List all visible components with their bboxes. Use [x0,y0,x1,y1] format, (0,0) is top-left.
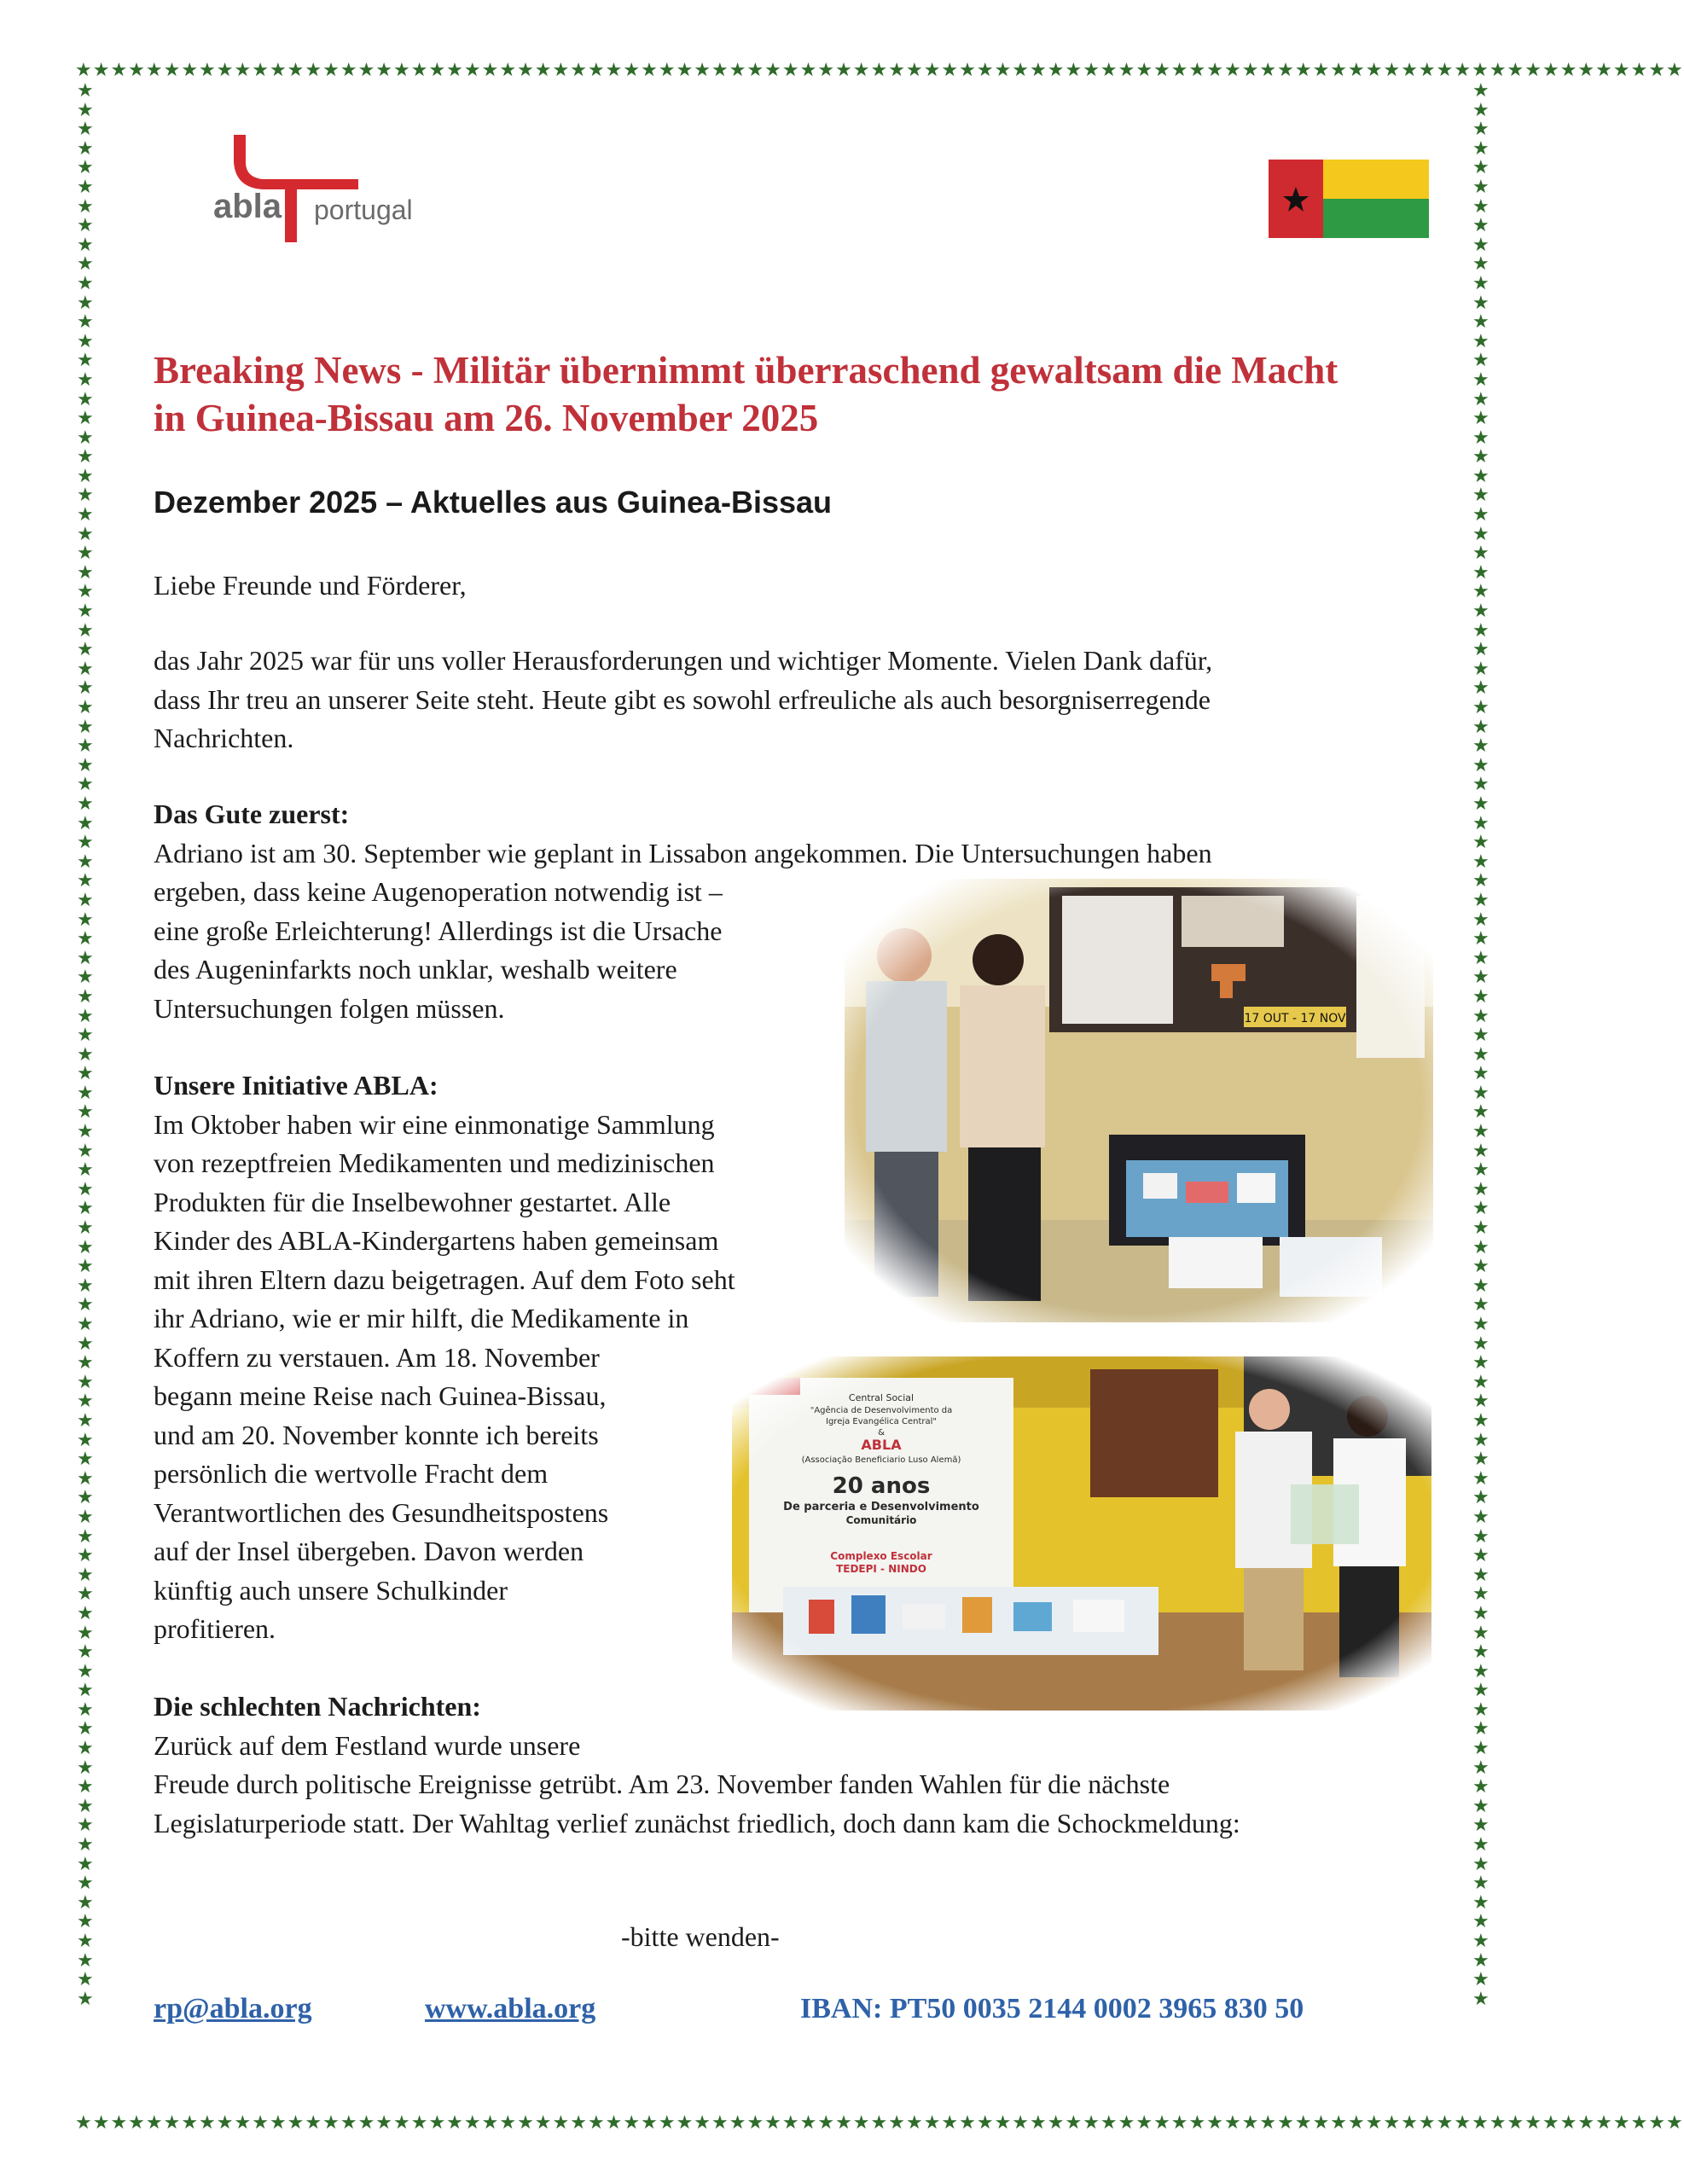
star-border-top: ★★★★★★★★★★★★★★★★★★★★★★★★★★★★★★★★★★★★★★★★★★★★★★★★★★★★★★★★★★★★★★★★★★★★★★★★★★★★★★★★★★★★★★★★★★★ [75,60,1684,81]
text-line: auf der Insel übergeben. Davon werden [154,1536,584,1566]
abla-logo [213,135,435,246]
website-link[interactable]: www.abla.org [425,1993,596,2024]
photo-medicine-packing [845,879,1433,1322]
text-line: profitieren. [154,1613,276,1644]
text-line: begann meine Reise nach Guinea-Bissau, [154,1380,607,1411]
star-border-left: ★★★★★★★★★★★★★★★★★★★★★★★★★★★★★★★★★★★★★★★★★★★★★★★★★★★★★★★★★★★★★★★★★★★★★★★★★★★★★★★★★★★★★★★★★★★★★★★★★★★★ [77,80,94,2010]
guinea-bissau-flag-icon [1269,160,1429,238]
intro-line: Nachrichten. [154,723,294,753]
intro-line: dass Ihr treu an unserer Seite steht. Heute gibt es sowohl erfreuliche als auch besorgniserregende [154,683,1211,715]
subheading: Dezember 2025 – Aktuelles aus Guinea-Bissau [154,485,833,520]
intro-paragraph [154,642,1399,758]
section-heading: Die schlechten Nachrichten: [154,1691,481,1722]
logo-text-abla: abla [213,188,282,225]
text-line: persönlich die wertvolle Fracht dem [154,1458,549,1489]
email-link[interactable]: rp@abla.org [154,1993,312,2024]
text-line: Verantwortlichen des Gesundheitspostens [154,1496,609,1528]
text-line: Untersuchungen folgen müssen. [154,992,505,1024]
text-line: künftig auch unsere Schulkinder [154,1574,508,1606]
section-heading: Das Gute zuerst: [154,799,350,829]
intro-line: das Jahr 2025 war für uns voller Herausforderungen und wichtiger Momente. Vielen Dank dafür, [154,645,1213,676]
iban-text: IBAN: PT50 0035 2144 0002 3965 830 50 [800,1993,1304,2024]
section-bad-news [154,1687,1399,1843]
turn-page-note: -bitte wenden- [621,1921,780,1952]
text-line: Legislaturperiode statt. Der Wahltag verlief zunächst friedlich, doch dann kam die Schockmeldung: [154,1807,1240,1838]
text-line: Kinder des ABLA-Kindergartens haben gemeinsam [154,1225,719,1256]
text-line: Freude durch politische Ereignisse getrübt. Am 23. November fanden Wahlen für die nächste [154,1769,1170,1799]
logo-text-portugal: portugal [314,195,413,225]
text-line: und am 20. November konnte ich bereits [154,1419,599,1450]
text-line: Koffern zu verstauen. Am 18. November [154,1341,600,1373]
text-line: eine große Erleichterung! Allerdings ist die Ursache [154,915,723,946]
text-line: ihr Adriano, wie er mir hilft, die Medikamente in [154,1303,689,1333]
section-heading: Unsere Initiative ABLA: [154,1070,438,1101]
headline: Breaking News - Militär übernimmt überraschend gewaltsam die Macht in Guinea-Bissau am 26. November 2025 [154,349,1338,439]
star-border-right: ★★★★★★★★★★★★★★★★★★★★★★★★★★★★★★★★★★★★★★★★★★★★★★★★★★★★★★★★★★★★★★★★★★★★★★★★★★★★★★★★★★★★★★★★★★★★★★★★★★★★ [1472,80,1489,2010]
text-line: von rezeptfreien Medikamenten und medizinischen [154,1147,715,1178]
text-line: des Augeninfarkts noch unklar, weshalb weitere [154,954,677,985]
greeting: Liebe Freunde und Förderer, [154,570,467,601]
star-border-bottom: ★★★★★★★★★★★★★★★★★★★★★★★★★★★★★★★★★★★★★★★★★★★★★★★★★★★★★★★★★★★★★★★★★★★★★★★★★★★★★★★★★★★★★★★★★★★ [75,2112,1684,2134]
text-line: Produkten für die Inselbewohner gestartet. Alle [154,1186,671,1217]
text-line: Im Oktober haben wir eine einmonatige Sammlung [154,1108,715,1140]
text-line: Adriano ist am 30. September wie geplant in Lissabon angekommen. Die Untersuchungen haben [154,837,1212,868]
photo-handover-donation [732,1356,1431,1711]
text-line: mit ihren Eltern dazu beigetragen. Auf dem Foto seht [154,1263,735,1295]
text-line: Zurück auf dem Festland wurde unsere [154,1729,581,1761]
text-line: ergeben, dass keine Augenoperation notwendig ist – [154,876,723,907]
